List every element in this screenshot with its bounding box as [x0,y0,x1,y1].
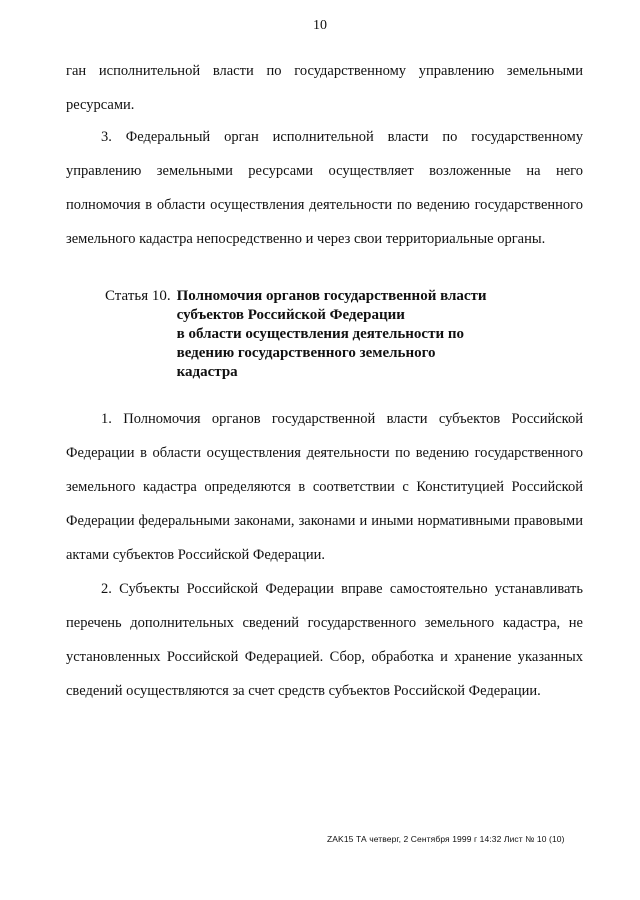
article-title: Полномочия органов государственной власти субъектов Российской Федерации в области осуществления деятельности по ведению государственного земельного кадастра [176,288,487,380]
paragraph-3: 3. Федеральный орган исполнительной власти по государственному управлению земельными ресурсами осуществляет возложенные на него полномочия в области осуществления деятельности по ведению государственного земельного кадастра непосредственно и через свои территориальные органы. [66,129,583,247]
article-number: Статья 10. [105,288,171,304]
paragraph-2: 2. Субъекты Российской Федерации вправе самостоятельно устанавливать перечень дополнительных сведений государственного земельного кадастра, не установленных Российской Федерацией. Сбор, обработка и хранение указанных сведений осуществляются за счет средств субъектов Российской Федерации. [66,581,583,699]
paragraph-1: 1. Полномочия органов государственной власти субъектов Российской Федерации в области осуществления деятельности по ведению государственного земельного кадастра определяются в соответствии с Конституцией Российской Федерации федеральными законами, законами и иными нормативными правовыми актами субъектов Российской Федерации. [66,411,583,563]
page-number: 10 [313,18,327,33]
article-heading [105,287,585,382]
document-footer: ZAK15 ТА четверг, 2 Сентября 1999 г 14:32 Лист № 10 (10) [327,834,565,844]
paragraph-continuation: ган исполнительной власти по государственному управлению земельными ресурсами. [66,63,583,113]
